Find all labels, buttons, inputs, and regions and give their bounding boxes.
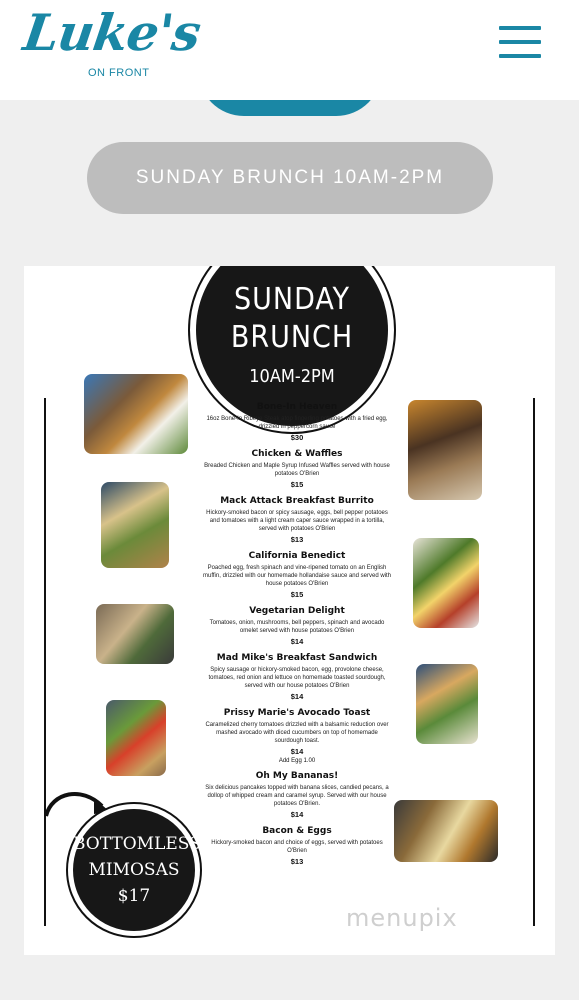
- mimosa-line2: MIMOSAS: [88, 860, 180, 880]
- menu-item-description: Hickory-smoked bacon or spicy sausage, eggs, bell pepper potatoes and tomatoes with a light cream caper sauce wrapped in a tortilla, served with potatoes O'Brien: [206, 510, 388, 532]
- food-photo-omelet: [96, 604, 174, 664]
- menu-item-price: $14: [290, 692, 304, 701]
- menu-item-price: $13: [290, 535, 304, 544]
- menu-item: [202, 551, 392, 599]
- menu-items-list: [202, 402, 392, 873]
- menu-item-description: Tomatoes, onion, mushrooms, bell peppers, spinach and avocado omelet served with house potatoes O'Brien: [209, 620, 385, 634]
- menu-item-description: Caramelized cherry tomatoes drizzled with a balsamic reduction over mashed avocado with diced cucumbers on top of homemade sourdough toast.: [205, 722, 389, 744]
- logo[interactable]: Luke's: [19, 3, 204, 62]
- menu-item-name: Mad Mike's Breakfast Sandwich: [216, 653, 378, 663]
- menupix-watermark: menupix: [346, 904, 458, 932]
- menu-item-description: Breaded Chicken and Maple Syrup Infused Waffles served with house potatoes O'Brien: [204, 463, 390, 477]
- mimosa-line1: BOTTOMLESS: [73, 834, 201, 854]
- menu-title-line1: SUNDAY: [234, 282, 350, 317]
- menu-item: [202, 496, 392, 544]
- menu-item-name: Chicken & Waffles: [251, 449, 343, 459]
- menu-item: [202, 653, 392, 701]
- menu-item-name: Oh My Bananas!: [255, 771, 339, 781]
- menu-item-price: $13: [290, 857, 304, 866]
- menu-item: [202, 708, 392, 764]
- food-photo-sandwich: [416, 664, 478, 744]
- menu-item: [202, 402, 392, 442]
- menu-item-description: 16oz Bone-In Ribeye Steak atop fingerling potatoes with a fried egg, drizzled in peppercorn sauce: [206, 416, 388, 430]
- menu-item-price: $15: [290, 480, 304, 489]
- menu-item-name: California Benedict: [248, 551, 346, 561]
- menu-item: [202, 771, 392, 819]
- menu-item-price: $14: [290, 810, 304, 819]
- hamburger-menu-icon[interactable]: [499, 26, 541, 58]
- mimosa-price: $17: [117, 886, 151, 906]
- food-photo-avocado-toast: [106, 700, 166, 776]
- menu-item: [202, 826, 392, 866]
- menu-item: [202, 606, 392, 646]
- menu-item-price: $14: [290, 637, 304, 646]
- logo-subtitle: ON FRONT: [88, 67, 150, 79]
- menu-title-hours: 10AM-2PM: [249, 366, 335, 387]
- menu-item-name: Prissy Marie's Avocado Toast: [223, 708, 371, 718]
- food-photo-waffles: [408, 400, 482, 500]
- food-photo-pancakes: [394, 800, 498, 862]
- menu-item: [202, 449, 392, 489]
- menu-item-addon: Add Egg 1.00: [278, 758, 316, 764]
- right-border-line: [533, 398, 535, 926]
- menu-title-line2: BRUNCH: [230, 320, 354, 355]
- menu-item-description: Six delicious pancakes topped with banana slices, candied pecans, a dollop of whipped cream and caramel syrup. Served with our house potatoes O'Brien.: [205, 785, 389, 807]
- menu-item-price: $30: [290, 433, 304, 442]
- menu-item-price: $14: [290, 747, 304, 756]
- menu-item-name: Vegetarian Delight: [249, 606, 345, 616]
- food-photo-burrito: [101, 482, 169, 568]
- menu-item-description: Poached egg, fresh spinach and vine-ripened tomato on an English muffin, drizzled with our homemade hollandaise sauce and served with house potatoes O'Brien: [203, 565, 391, 587]
- menu-item-description: Hickory-smoked bacon and choice of eggs, served with potatoes O'Brien: [211, 840, 383, 854]
- bottomless-mimosas-badge: [66, 802, 202, 938]
- sunday-brunch-button[interactable]: SUNDAY BRUNCH 10AM-2PM: [87, 142, 493, 214]
- site-header: [0, 0, 579, 100]
- menu-item-name: Bone-In Heaven: [256, 402, 338, 412]
- menu-item-name: Bacon & Eggs: [262, 826, 332, 836]
- brunch-menu-image: [24, 266, 555, 955]
- menu-item-price: $15: [290, 590, 304, 599]
- food-photo-benedict: [413, 538, 479, 628]
- menu-item-name: Mack Attack Breakfast Burrito: [220, 496, 374, 506]
- food-photo-steak: [84, 374, 188, 454]
- left-border-line: [44, 398, 46, 926]
- menu-item-description: Spicy sausage or hickory-smoked bacon, egg, provolone cheese, tomatoes, red onion and lettuce on homemade toasted sourdough, served with our house potatoes O'Brien: [208, 667, 386, 689]
